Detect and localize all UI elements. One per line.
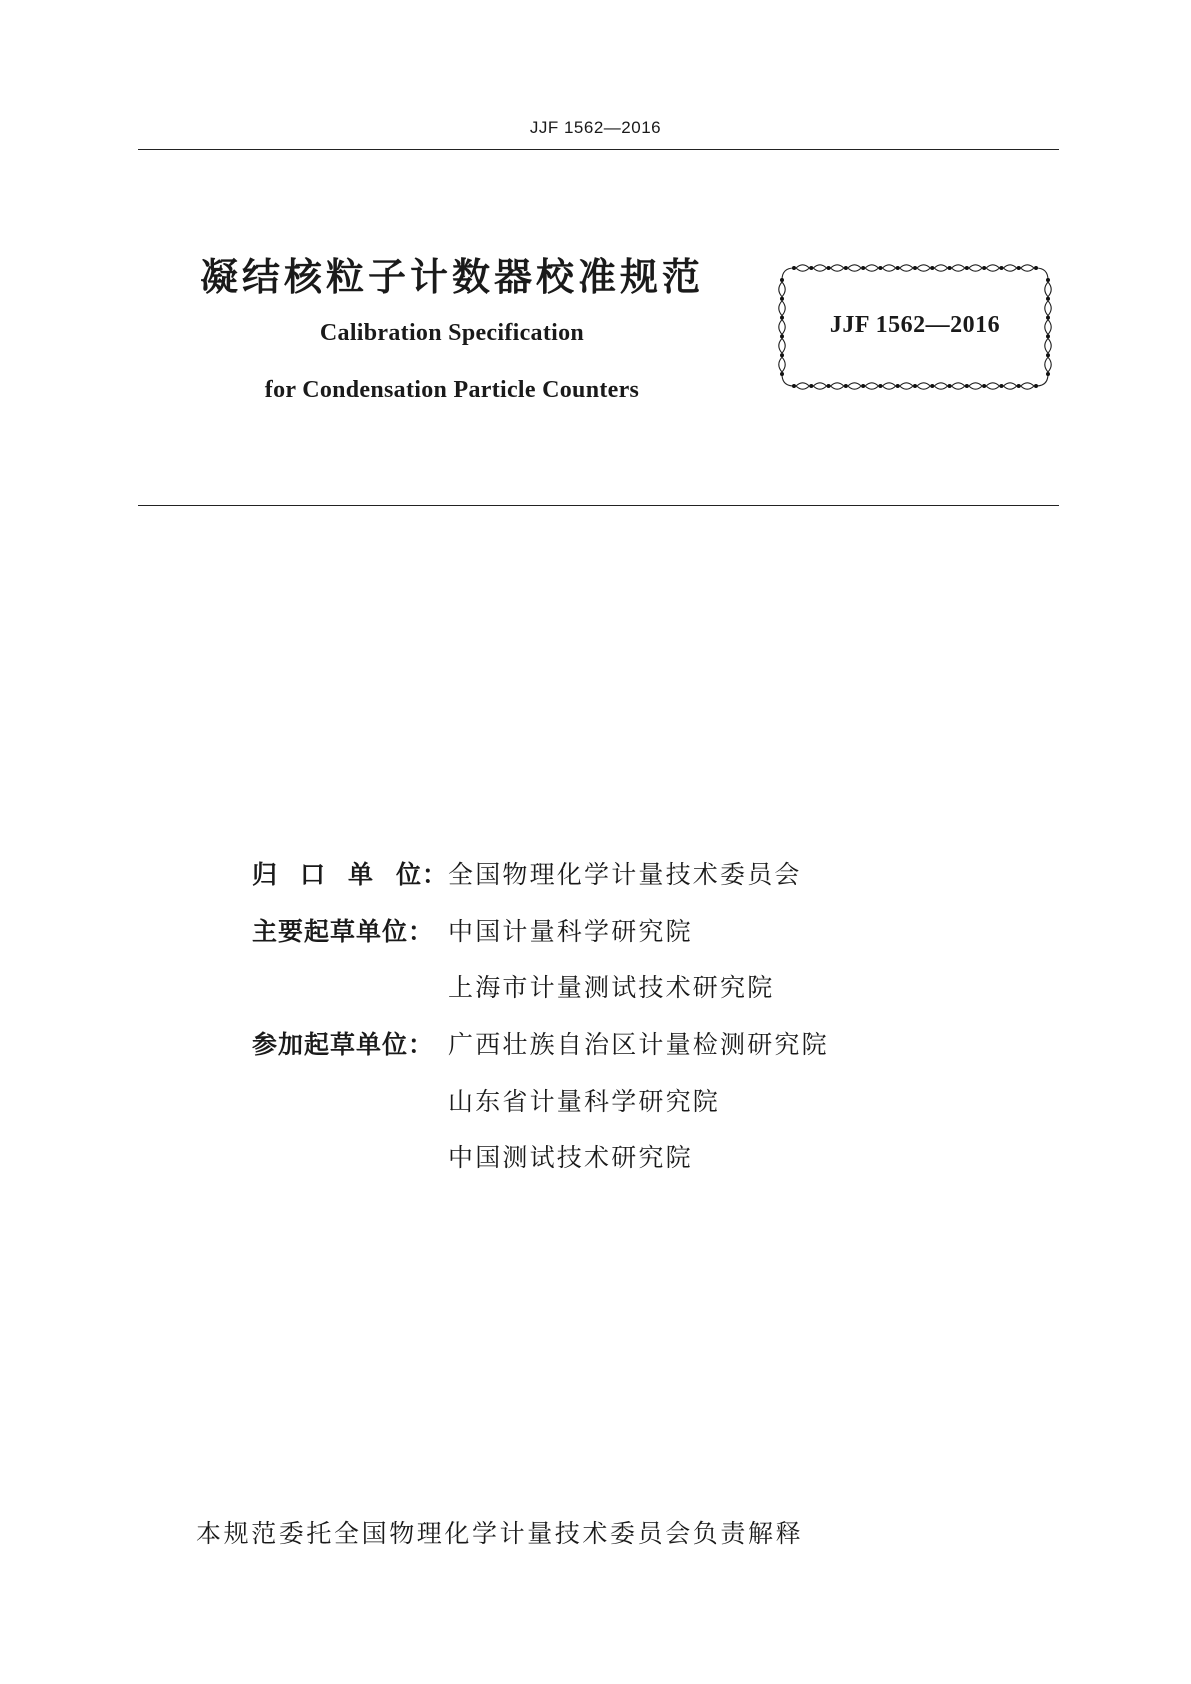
interpretation-note: 本规范委托全国物理化学计量技术委员会负责解释 — [196, 1519, 804, 1548]
border-dot — [913, 384, 917, 388]
border-dot — [861, 266, 865, 270]
border-link — [865, 383, 878, 389]
main-drafter-value: 中国计量科学研究院 — [448, 916, 693, 946]
border-dot — [844, 384, 848, 388]
border-corner — [782, 268, 794, 280]
border-link — [1045, 338, 1051, 353]
border-link — [900, 383, 913, 389]
header-divider — [138, 149, 1059, 150]
border-link — [848, 383, 861, 389]
border-link — [1003, 383, 1016, 389]
border-dot — [1017, 266, 1021, 270]
border-dot — [809, 384, 813, 388]
standard-code-box — [776, 262, 1054, 392]
border-dot — [878, 266, 882, 270]
label-char: 归 — [252, 860, 279, 889]
responsible-unit-value: 全国物理化学计量技术委员会 — [448, 860, 802, 889]
border-dot — [827, 266, 831, 270]
border-dot — [948, 384, 952, 388]
border-link — [1045, 282, 1051, 297]
border-link — [796, 383, 809, 389]
border-link — [882, 383, 895, 389]
border-dot — [780, 297, 784, 301]
border-dot — [965, 266, 969, 270]
border-dot — [809, 266, 813, 270]
border-dot — [930, 384, 934, 388]
border-link — [934, 265, 947, 271]
border-dot — [948, 266, 952, 270]
border-link — [831, 265, 844, 271]
border-corner — [782, 374, 794, 386]
border-link — [986, 383, 999, 389]
border-link — [813, 383, 826, 389]
border-dot — [999, 266, 1003, 270]
border-link — [1045, 357, 1051, 372]
border-corner — [1036, 374, 1048, 386]
border-dot — [1034, 384, 1038, 388]
border-dot — [999, 384, 1003, 388]
main-drafter-label: 主要起草单位： — [252, 916, 435, 946]
border-link — [900, 265, 913, 271]
border-link — [952, 383, 965, 389]
border-dot — [844, 266, 848, 270]
border-dot — [982, 384, 986, 388]
participating-drafter-value: 山东省计量科学研究院 — [448, 1086, 721, 1116]
border-link — [1021, 383, 1034, 389]
label-char: 单 — [347, 860, 374, 889]
border-link — [917, 383, 930, 389]
border-link — [934, 383, 947, 389]
border-link — [831, 383, 844, 389]
border-dot — [878, 384, 882, 388]
border-dot — [1046, 372, 1050, 376]
border-dot — [896, 266, 900, 270]
border-link — [1003, 265, 1016, 271]
border-link — [1021, 265, 1034, 271]
label-char: 位： — [395, 860, 448, 889]
participating-drafter-value: 中国测试技术研究院 — [448, 1143, 693, 1173]
border-link — [969, 383, 982, 389]
border-dot — [780, 372, 784, 376]
border-link — [969, 265, 982, 271]
border-link — [796, 265, 809, 271]
border-dot — [1034, 266, 1038, 270]
title-english-line-1: Calibration Specification — [319, 320, 585, 346]
border-link — [813, 265, 826, 271]
border-link — [986, 265, 999, 271]
header-standard-code: JJF 1562—2016 — [529, 118, 662, 137]
border-dot — [930, 266, 934, 270]
border-dot — [1017, 384, 1021, 388]
border-dot — [1046, 353, 1050, 357]
border-link — [848, 265, 861, 271]
border-link — [882, 265, 895, 271]
border-dot — [982, 266, 986, 270]
border-dot — [913, 266, 917, 270]
border-link — [779, 338, 785, 353]
border-corner — [1036, 268, 1048, 280]
border-dot — [861, 384, 865, 388]
border-dot — [792, 266, 796, 270]
border-dot — [827, 384, 831, 388]
participating-drafter-label: 参加起草单位： — [252, 1030, 435, 1060]
border-link — [779, 357, 785, 372]
participating-drafter-value: 广西壮族自治区计量检测研究院 — [448, 1030, 829, 1060]
border-link — [917, 265, 930, 271]
border-dot — [1046, 278, 1050, 282]
responsible-unit-label — [252, 858, 448, 892]
title-english-line-2: for Condensation Particle Counters — [264, 377, 640, 403]
border-dot — [965, 384, 969, 388]
border-dot — [1046, 297, 1050, 301]
border-link — [779, 282, 785, 297]
border-dot — [896, 384, 900, 388]
main-drafter-value: 上海市计量测试技术研究院 — [448, 973, 775, 1003]
border-dot — [780, 278, 784, 282]
border-dot — [780, 353, 784, 357]
border-dot — [792, 384, 796, 388]
border-link — [952, 265, 965, 271]
title-chinese: 凝结核粒子计数器校准规范 — [200, 255, 705, 299]
title-divider — [138, 505, 1059, 506]
standard-code-label: JJF 1562—2016 — [829, 312, 1001, 338]
label-char: 口 — [299, 860, 326, 889]
border-link — [865, 265, 878, 271]
